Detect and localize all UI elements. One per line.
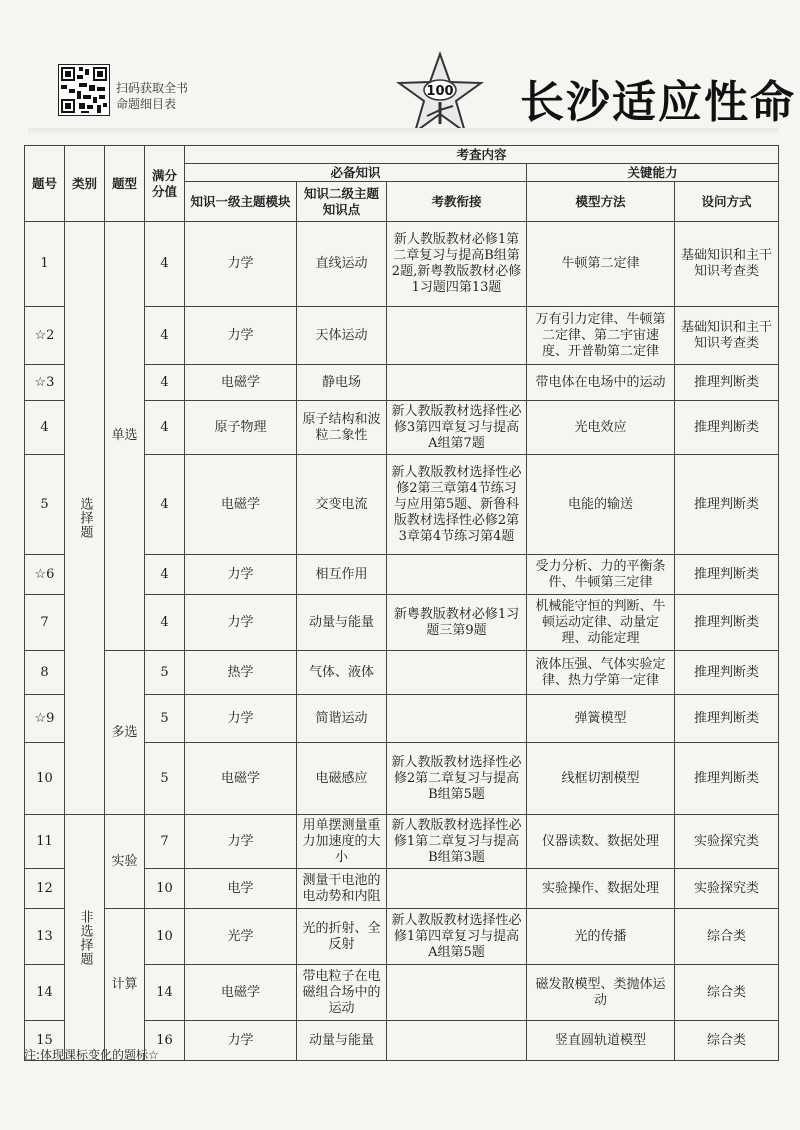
table-row <box>25 815 779 869</box>
cell-k2: 原子结构和波粒二象性 <box>297 401 387 455</box>
cell-model: 光的传播 <box>527 909 675 965</box>
group-nonchoice-label: 非选择题 <box>77 909 93 966</box>
cell-k2: 气体、液体 <box>297 651 387 695</box>
cell-score: 4 <box>145 222 185 307</box>
cell-num: 10 <box>25 743 65 815</box>
cell-k2: 测量干电池的电动势和内阻 <box>297 869 387 909</box>
cell-num: 1 <box>25 222 65 307</box>
cell-score: 10 <box>145 909 185 965</box>
cell-ask: 基础知识和主干知识考查类 <box>675 307 779 365</box>
group-calc: 计算 <box>105 909 145 1061</box>
cell-k1: 力学 <box>185 815 297 869</box>
cell-k1: 力学 <box>185 595 297 651</box>
cell-model: 实验操作、数据处理 <box>527 869 675 909</box>
cell-model: 万有引力定律、牛顿第二定律、第二宇宙速度、开普勒第二定律 <box>527 307 675 365</box>
cell-score: 16 <box>145 1021 185 1061</box>
cell-k1: 光学 <box>185 909 297 965</box>
header-divider <box>28 128 778 136</box>
cell-k1: 力学 <box>185 307 297 365</box>
group-experiment: 实验 <box>105 815 145 909</box>
cell-link <box>387 555 527 595</box>
cell-link: 新人教版教材选择性必修1第四章复习与提高A组第5题 <box>387 909 527 965</box>
cell-k1: 电磁学 <box>185 743 297 815</box>
star-mascot-icon <box>395 50 485 140</box>
cell-ask: 实验探究类 <box>675 869 779 909</box>
group-multi: 多选 <box>105 651 145 815</box>
cell-model: 弹簧模型 <box>527 695 675 743</box>
cell-k1: 原子物理 <box>185 401 297 455</box>
cell-ask: 推理判断类 <box>675 555 779 595</box>
qr-caption-line1: 扫码获取全书 <box>116 81 189 95</box>
cell-num: 7 <box>25 595 65 651</box>
table-row <box>25 222 779 307</box>
cell-score: 4 <box>145 455 185 555</box>
group-choice <box>65 222 105 815</box>
cell-k2: 天体运动 <box>297 307 387 365</box>
cell-model: 光电效应 <box>527 401 675 455</box>
cell-ask: 综合类 <box>675 1021 779 1061</box>
cell-score: 5 <box>145 695 185 743</box>
cell-model: 液体压强、气体实验定律、热力学第一定律 <box>527 651 675 695</box>
header-num: 题号 <box>25 146 65 222</box>
cell-num: ☆9 <box>25 695 65 743</box>
header-score: 满分分值 <box>145 146 185 222</box>
cell-k1: 电磁学 <box>185 365 297 401</box>
cell-link: 新人教版教材选择性必修1第二章复习与提高B组第3题 <box>387 815 527 869</box>
cell-k2: 直线运动 <box>297 222 387 307</box>
header-model: 模型方法 <box>527 182 675 222</box>
cell-link: 新人教版教材必修1第二章复习与提高B组第2题,新粤教版教材必修1习题四第13题 <box>387 222 527 307</box>
cell-num: 12 <box>25 869 65 909</box>
cell-link <box>387 1021 527 1061</box>
header-ask: 设问方式 <box>675 182 779 222</box>
qr-code-icon[interactable] <box>58 64 110 116</box>
table-row <box>25 909 779 965</box>
header-link: 考教衔接 <box>387 182 527 222</box>
cell-link <box>387 965 527 1021</box>
cell-model: 线框切割模型 <box>527 743 675 815</box>
header-category: 类别 <box>65 146 105 222</box>
header-ability: 关键能力 <box>527 164 779 182</box>
cell-num: 4 <box>25 401 65 455</box>
footnote: 注:体现课标变化的题标☆ <box>24 1048 159 1062</box>
cell-link: 新人教版教材选择性必修2第三章第4节练习与应用第5题、新鲁科版教材选择性必修2第3章第4节练习第4题 <box>387 455 527 555</box>
cell-k2: 简谐运动 <box>297 695 387 743</box>
header-k2: 知识二级主题知识点 <box>297 182 387 222</box>
cell-k2: 交变电流 <box>297 455 387 555</box>
cell-k2: 动量与能量 <box>297 595 387 651</box>
qr-code-graphic <box>59 65 109 115</box>
cell-num: 14 <box>25 965 65 1021</box>
qr-caption-line2: 命题细目表 <box>116 97 177 111</box>
cell-model: 牛顿第二定律 <box>527 222 675 307</box>
cell-score: 4 <box>145 401 185 455</box>
cell-score: 14 <box>145 965 185 1021</box>
cell-ask: 综合类 <box>675 909 779 965</box>
cell-ask: 综合类 <box>675 965 779 1021</box>
cell-ask: 推理判断类 <box>675 651 779 695</box>
cell-score: 5 <box>145 651 185 695</box>
cell-ask: 推理判断类 <box>675 743 779 815</box>
cell-k1: 电磁学 <box>185 965 297 1021</box>
cell-link <box>387 365 527 401</box>
cell-k1: 力学 <box>185 1021 297 1061</box>
cell-k1: 热学 <box>185 651 297 695</box>
header-type: 题型 <box>105 146 145 222</box>
cell-model: 竖直圆轨道模型 <box>527 1021 675 1061</box>
cell-ask: 推理判断类 <box>675 401 779 455</box>
cell-k2: 电磁感应 <box>297 743 387 815</box>
header-k1: 知识一级主题模块 <box>185 182 297 222</box>
cell-model: 带电体在电场中的运动 <box>527 365 675 401</box>
cell-num: 15 <box>25 1021 65 1061</box>
cell-model: 磁发散模型、类抛体运动 <box>527 965 675 1021</box>
qr-caption <box>116 80 188 112</box>
header-content: 考查内容 <box>185 146 779 164</box>
cell-ask: 基础知识和主干知识考查类 <box>675 222 779 307</box>
cell-score: 10 <box>145 869 185 909</box>
cell-k1: 力学 <box>185 695 297 743</box>
cell-k2: 带电粒子在电磁组合场中的运动 <box>297 965 387 1021</box>
cell-num: 5 <box>25 455 65 555</box>
cell-score: 4 <box>145 307 185 365</box>
header-knowledge: 必备知识 <box>185 164 527 182</box>
group-single: 单选 <box>105 222 145 651</box>
cell-k2: 动量与能量 <box>297 1021 387 1061</box>
cell-ask: 实验探究类 <box>675 815 779 869</box>
cell-k2: 光的折射、全反射 <box>297 909 387 965</box>
cell-num: 11 <box>25 815 65 869</box>
group-nonchoice <box>65 815 105 1061</box>
table-row <box>25 651 779 695</box>
cell-k1: 力学 <box>185 555 297 595</box>
mascot-label: 100 <box>426 84 454 99</box>
brand-title: 长沙适应性命 <box>520 77 796 128</box>
cell-num: 8 <box>25 651 65 695</box>
cell-link <box>387 869 527 909</box>
cell-score: 7 <box>145 815 185 869</box>
cell-ask: 推理判断类 <box>675 365 779 401</box>
cell-k1: 电学 <box>185 869 297 909</box>
cell-num: ☆3 <box>25 365 65 401</box>
cell-score: 4 <box>145 555 185 595</box>
cell-k1: 力学 <box>185 222 297 307</box>
cell-k2: 静电场 <box>297 365 387 401</box>
cell-link <box>387 651 527 695</box>
cell-model: 受力分析、力的平衡条件、牛顿第三定律 <box>527 555 675 595</box>
cell-num: ☆6 <box>25 555 65 595</box>
cell-num: ☆2 <box>25 307 65 365</box>
cell-link <box>387 307 527 365</box>
cell-score: 4 <box>145 595 185 651</box>
cell-ask: 推理判断类 <box>675 455 779 555</box>
group-choice-label: 选择题 <box>77 497 93 539</box>
cell-score: 4 <box>145 365 185 401</box>
cell-k2: 用单摆测量重力加速度的大小 <box>297 815 387 869</box>
cell-score: 5 <box>145 743 185 815</box>
cell-model: 机械能守恒的判断、牛顿运动定律、动量定理、动能定理 <box>527 595 675 651</box>
cell-link: 新粤教版教材必修1习题三第9题 <box>387 595 527 651</box>
cell-ask: 推理判断类 <box>675 595 779 651</box>
cell-link <box>387 695 527 743</box>
cell-model: 电能的输送 <box>527 455 675 555</box>
cell-ask: 推理判断类 <box>675 695 779 743</box>
cell-num: 13 <box>25 909 65 965</box>
exam-spec-table <box>24 145 779 1061</box>
cell-k1: 电磁学 <box>185 455 297 555</box>
cell-model: 仪器读数、数据处理 <box>527 815 675 869</box>
cell-link: 新人教版教材选择性必修3第四章复习与提高A组第7题 <box>387 401 527 455</box>
cell-link: 新人教版教材选择性必修2第二章复习与提高B组第5题 <box>387 743 527 815</box>
page-header <box>0 0 800 140</box>
cell-k2: 相互作用 <box>297 555 387 595</box>
